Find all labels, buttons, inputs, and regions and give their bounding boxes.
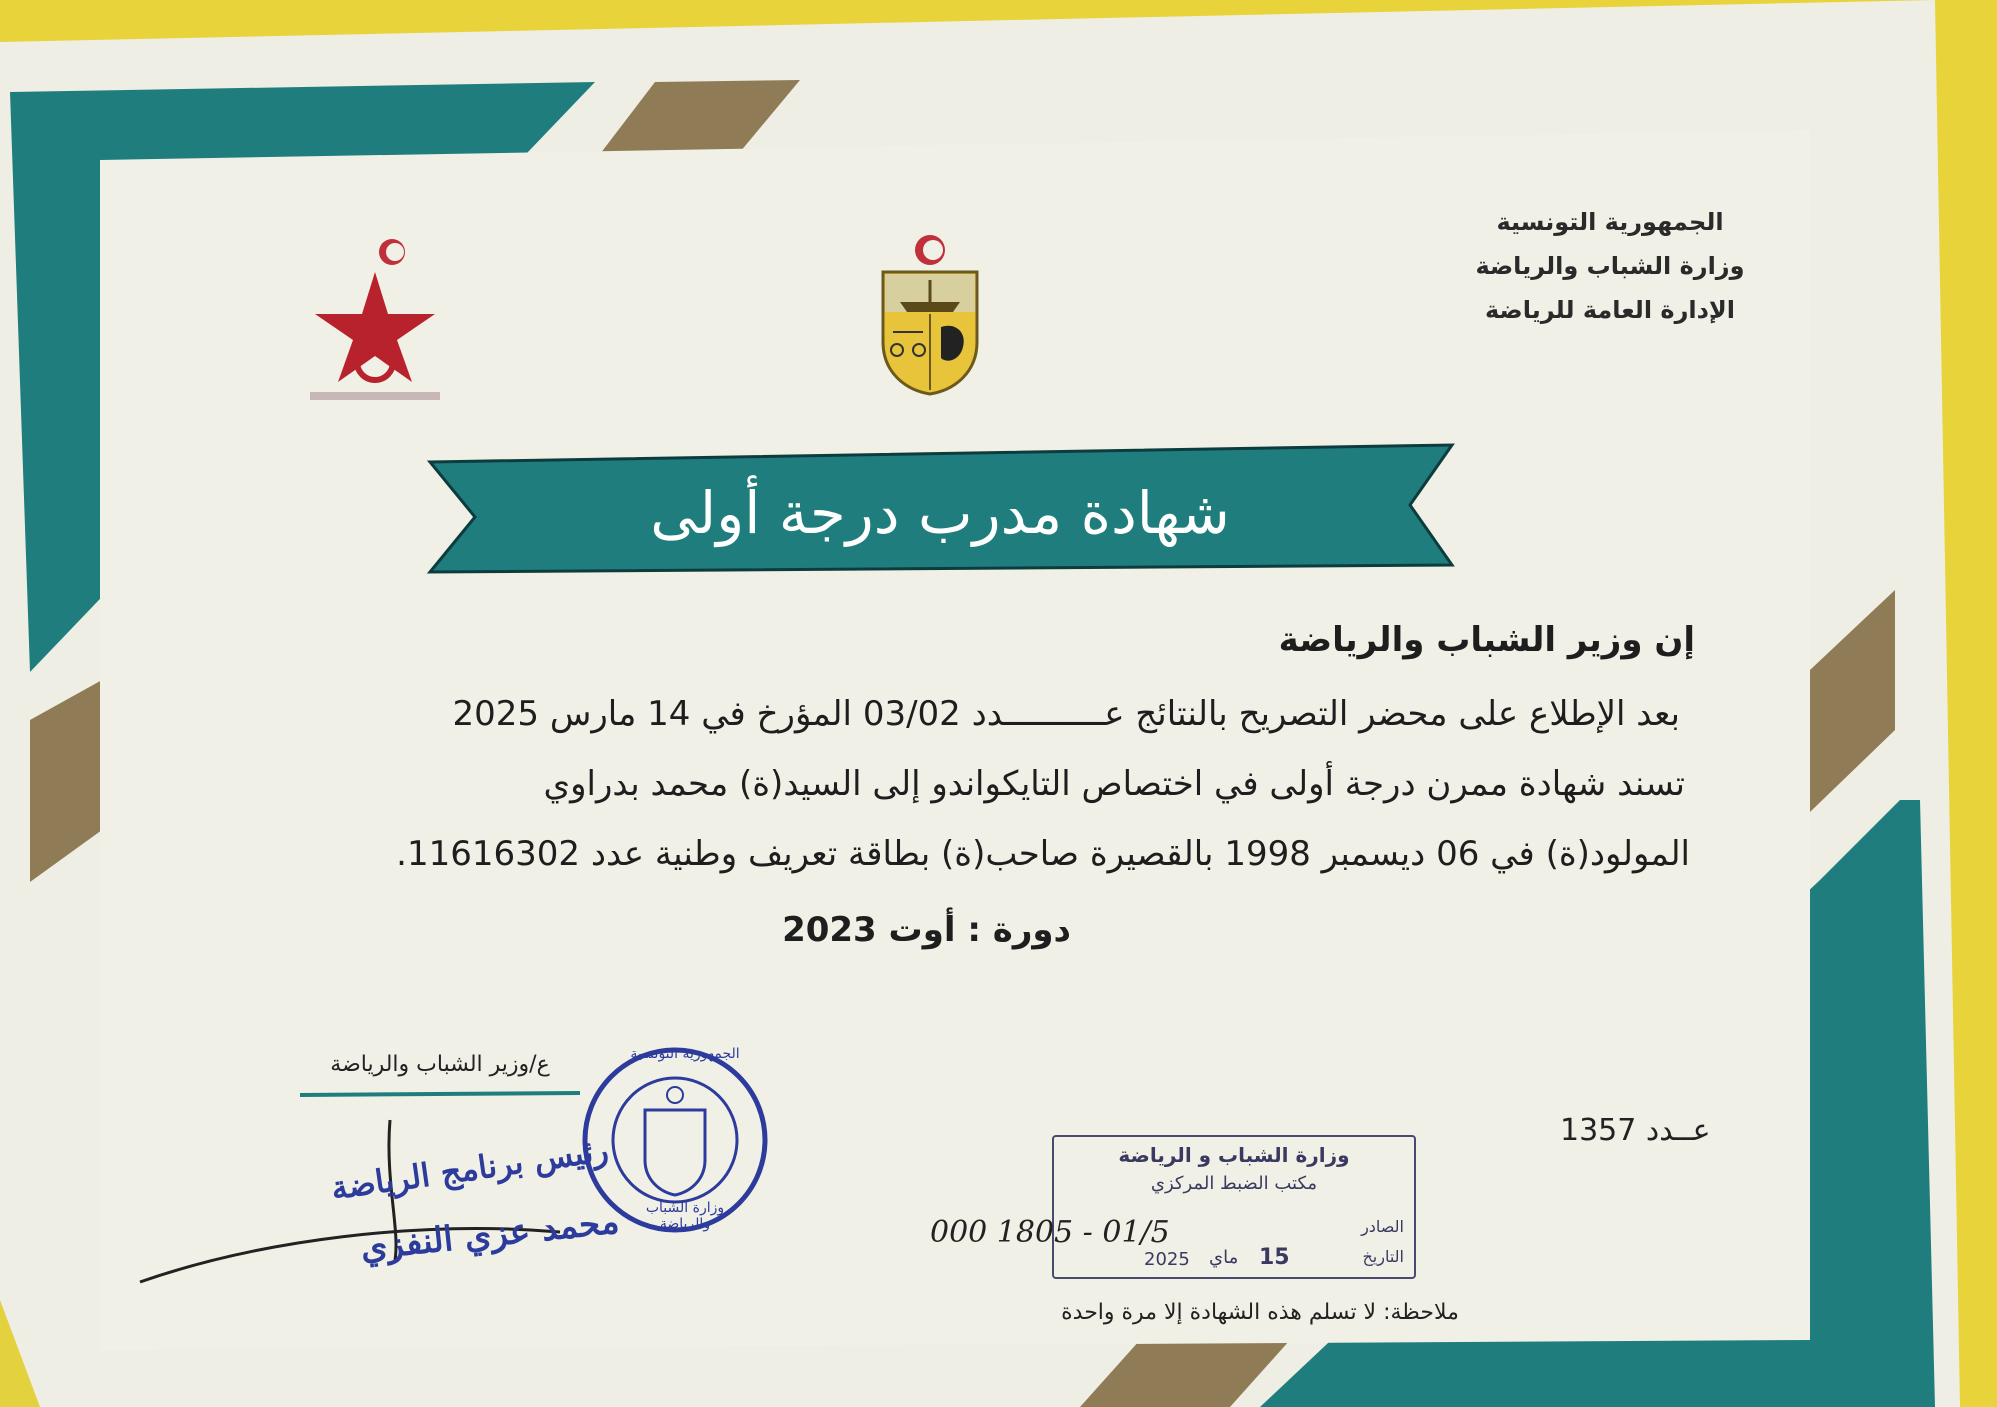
- registry-stamp: [1052, 1135, 1416, 1279]
- coat-of-arms-icon: [875, 232, 985, 397]
- registry-label-out: الصادر: [1361, 1217, 1404, 1236]
- ministry-logo-icon: [300, 232, 450, 412]
- registry-stamp-line-2: مكتب الضبط المركزي: [1150, 1173, 1318, 1194]
- directorate-name: الإدارة العامة للرياضة: [1484, 296, 1736, 324]
- registry-label-date: التاريخ: [1362, 1247, 1404, 1266]
- round-stamp-top: الجمهورية التونسية: [630, 1046, 740, 1062]
- certificate-note: ملاحظة: لا تسلم هذه الشهادة إلا مرة واحدة: [1061, 1300, 1459, 1325]
- round-stamp-bottom: وزارة الشباب والرياضة: [645, 1200, 725, 1232]
- handwritten-reference: 000 1805 - 01/5: [930, 1215, 1170, 1250]
- ministry-name: وزارة الشباب والرياضة: [1475, 252, 1745, 280]
- body-line-3: تسند شهادة ممرن درجة أولى في اختصاص التايكواندو إلى السيد(ة) محمد بدراوي: [543, 764, 1685, 804]
- body-line-2: بعد الإطلاع على محضر التصريح بالنتائج عــــــــــدد 03/02 المؤرخ في 14 مارس 2025: [452, 694, 1680, 734]
- handwritten-title: رئيس برنامج الرياضة: [328, 1130, 611, 1208]
- certificate-number: عــدد 1357: [1560, 1113, 1711, 1148]
- registry-date-month: ماي: [1209, 1247, 1239, 1268]
- republic-name: الجمهورية التونسية: [1496, 208, 1724, 236]
- signature-underline: [300, 1093, 580, 1095]
- certificate-title: شهادة مدرب درجة أولى: [650, 479, 1230, 547]
- body-line-1: إن وزير الشباب والرياضة: [1278, 620, 1695, 660]
- issuer-header: [1460, 200, 1760, 332]
- registry-stamp-line-1: وزارة الشباب و الرياضة: [1118, 1143, 1350, 1167]
- registry-date-year: 2025: [1144, 1249, 1190, 1270]
- body-line-4: المولود(ة) في 06 ديسمبر 1998 بالقصيرة صاحب(ة) بطاقة تعريف وطنية عدد 11616302.: [396, 834, 1690, 874]
- session-line: دورة : أوت 2023: [782, 910, 1071, 950]
- handwritten-name: محمد عزي النفزي: [358, 1201, 622, 1269]
- signatory-role: ع/وزير الشباب والرياضة: [330, 1052, 550, 1077]
- registry-date-day: 15: [1259, 1245, 1290, 1270]
